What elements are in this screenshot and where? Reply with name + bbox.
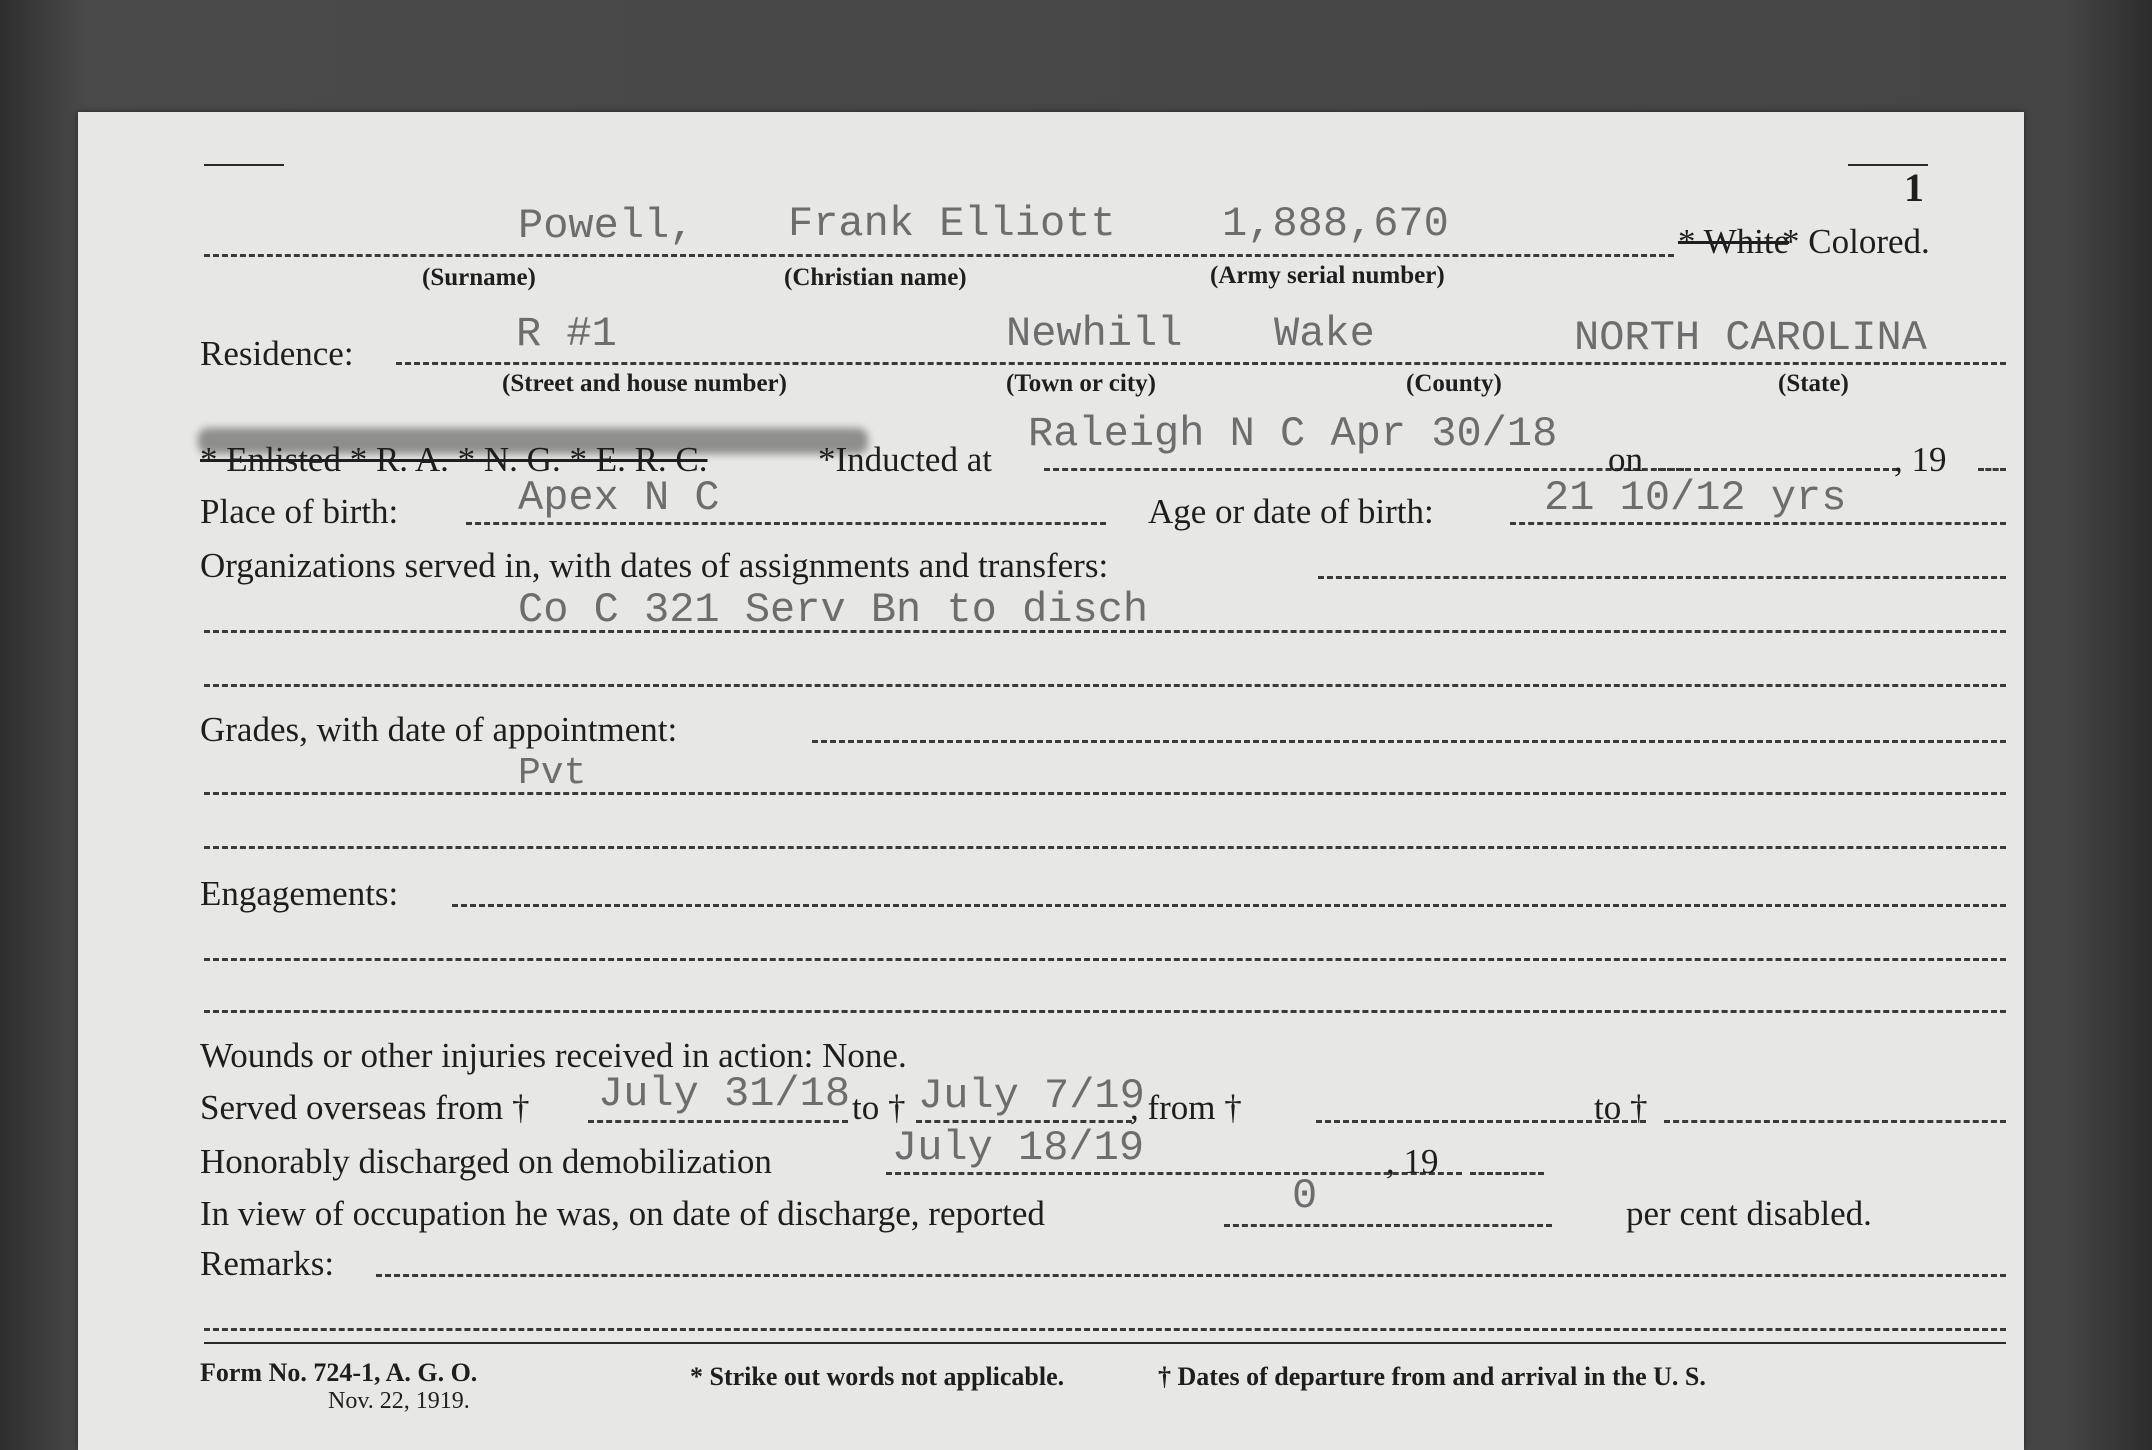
disability-value: 0 xyxy=(1292,1172,1318,1220)
inducted-label: *Inducted at xyxy=(818,440,992,479)
grades-label: Grades, with date of appointment: xyxy=(200,710,678,749)
age-value: 21 10/12 yrs xyxy=(1544,474,1847,522)
age-line xyxy=(1510,522,2006,525)
discharge-year-line xyxy=(1470,1172,1544,1175)
residence-label: Residence: xyxy=(200,334,354,373)
county-value: Wake xyxy=(1274,310,1375,358)
state-value: NORTH CAROLINA xyxy=(1574,314,1927,362)
organizations-line-3 xyxy=(204,684,2006,687)
enlisted-options: * Enlisted * R. A. * N. G. * E. R. C. xyxy=(200,440,708,479)
remarks-line-1 xyxy=(376,1274,2006,1277)
inducted-year-line xyxy=(1978,468,2006,471)
wounds-text: Wounds or other injuries received in action: None. xyxy=(200,1036,907,1075)
discharge-line xyxy=(886,1172,1462,1175)
surname-label: (Surname) xyxy=(422,264,536,291)
serial-number-value: 1,888,670 xyxy=(1222,200,1449,248)
organizations-line-1 xyxy=(1318,576,2006,579)
town-label: (Town or city) xyxy=(1006,370,1156,397)
overseas-from-label: Served overseas from † xyxy=(200,1088,530,1127)
overseas-to2-line xyxy=(1664,1120,2006,1123)
on-line xyxy=(1658,468,1898,471)
discharge-value: July 18/19 xyxy=(892,1124,1145,1172)
christian-name-value: Frank Elliott xyxy=(788,200,1116,248)
overseas-from-value: July 31/18 xyxy=(598,1070,851,1118)
age-label: Age or date of birth: xyxy=(1148,492,1434,531)
grades-value: Pvt xyxy=(518,752,587,795)
grades-line-2 xyxy=(204,792,2006,795)
street-value: R #1 xyxy=(516,310,617,358)
strike-note: * Strike out words not applicable. xyxy=(690,1362,1065,1391)
dates-note: † Dates of departure from and arrival in the U. S. xyxy=(1158,1362,1706,1391)
grades-line-1 xyxy=(812,740,2006,743)
remarks-line-2 xyxy=(204,1328,2006,1331)
inducted-year-label: , 19 xyxy=(1894,440,1947,479)
county-label: (County) xyxy=(1406,370,1502,397)
inducted-line xyxy=(1044,468,1684,471)
on-label: on xyxy=(1608,440,1643,479)
colored-label: * Colored. xyxy=(1782,222,1930,261)
overseas-to2-label: to † xyxy=(1594,1088,1648,1127)
street-label: (Street and house number) xyxy=(502,370,787,397)
engagements-line-1 xyxy=(452,904,2006,907)
service-record-card xyxy=(78,112,2024,1450)
state-label: (State) xyxy=(1778,370,1849,397)
remarks-label: Remarks: xyxy=(200,1244,335,1283)
form-number: Form No. 724-1, A. G. O. xyxy=(200,1358,478,1387)
surname-value: Powell, xyxy=(518,202,695,250)
place-of-birth-label: Place of birth: xyxy=(200,492,399,531)
organizations-label: Organizations served in, with dates of assignments and transfers: xyxy=(200,546,1109,585)
place-of-birth-line xyxy=(466,522,1106,525)
organizations-line-2 xyxy=(204,630,2006,633)
organizations-value: Co C 321 Serv Bn to disch xyxy=(518,586,1149,634)
top-left-rule xyxy=(204,164,284,166)
residence-line xyxy=(396,362,2006,365)
discharge-year-label: , 19 xyxy=(1386,1142,1439,1181)
disability-label: In view of occupation he was, on date of discharge, reported xyxy=(200,1194,1045,1233)
disability-suffix: per cent disabled. xyxy=(1626,1194,1872,1233)
grades-line-3 xyxy=(204,846,2006,849)
engagements-label: Engagements: xyxy=(200,874,399,913)
engagements-line-3 xyxy=(204,1010,2006,1013)
town-value: Newhill xyxy=(1006,310,1183,358)
christian-name-label: (Christian name) xyxy=(784,264,967,291)
place-of-birth-value: Apex N C xyxy=(518,474,720,522)
overseas-from2-label: , from † xyxy=(1130,1088,1242,1127)
card-number: 1 xyxy=(1904,165,1924,210)
overseas-to-value: July 7/19 xyxy=(918,1072,1145,1120)
disability-line xyxy=(1224,1224,1552,1227)
footer-rule xyxy=(204,1342,2006,1344)
overseas-to-label: to † xyxy=(852,1088,906,1127)
overseas-from-line xyxy=(588,1120,848,1123)
serial-number-label: (Army serial number) xyxy=(1210,262,1445,289)
white-label: * White xyxy=(1678,222,1790,261)
form-date: Nov. 22, 1919. xyxy=(328,1388,470,1414)
discharge-label: Honorably discharged on demobilization xyxy=(200,1142,772,1181)
inducted-value: Raleigh N C Apr 30/18 xyxy=(1028,410,1558,458)
engagements-line-2 xyxy=(204,958,2006,961)
overseas-to-line xyxy=(916,1120,1132,1123)
name-line xyxy=(204,254,1674,257)
